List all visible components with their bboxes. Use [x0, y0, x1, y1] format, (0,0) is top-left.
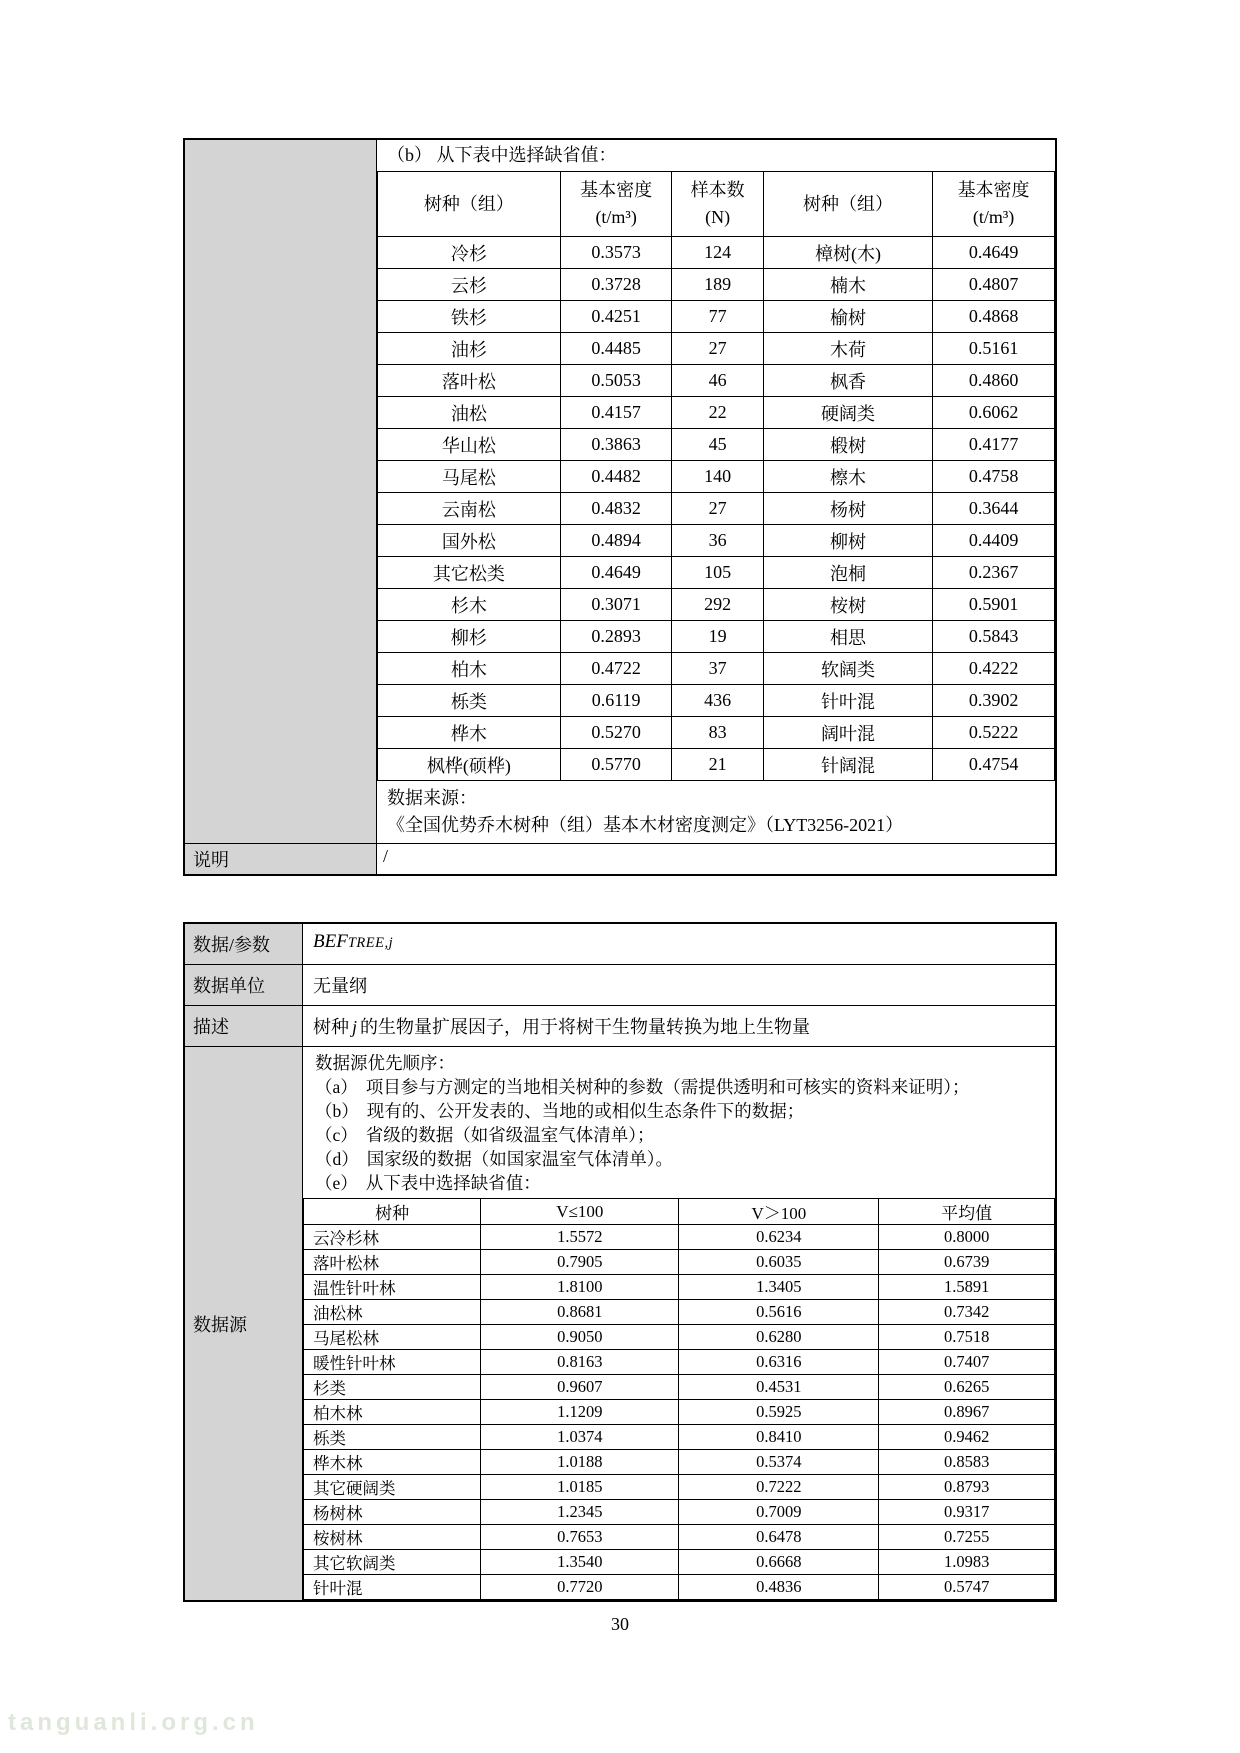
priority-item-d-text: 国家级的数据（如国家温室气体清单）。 [366, 1149, 673, 1169]
table-row [304, 1450, 1055, 1475]
table-cell: 0.4836 [679, 1575, 879, 1600]
table-cell: 0.7255 [879, 1525, 1055, 1550]
table-row [304, 1400, 1055, 1425]
table-cell: 0.5747 [879, 1575, 1055, 1600]
table-cell: 0.5222 [933, 717, 1055, 749]
table-cell: 栎类 [304, 1425, 481, 1450]
table-cell: 292 [672, 589, 763, 621]
table-cell: 0.4754 [933, 749, 1055, 781]
table-row [304, 1300, 1055, 1325]
table-cell: 1.3405 [679, 1275, 879, 1300]
table-cell: 0.4807 [933, 269, 1055, 301]
table-cell: 杨树林 [304, 1500, 481, 1525]
table-cell: 27 [672, 493, 763, 525]
data-source-row-continued [185, 140, 1055, 843]
header-sample-count [672, 172, 763, 237]
header-average: 平均值 [879, 1199, 1055, 1225]
table-cell: 45 [672, 429, 763, 461]
table-cell: 桉树林 [304, 1525, 481, 1550]
table-cell: 0.3902 [933, 685, 1055, 717]
data-source-reference: 《全国优势乔木树种（组）基本木材密度测定》（LYT3256-2021） [387, 815, 904, 835]
option-b-text: （b） 从下表中选择缺省值： [387, 145, 617, 165]
description-variable: j [352, 1017, 358, 1037]
table-cell: 华山松 [378, 429, 561, 461]
parameter-symbol: BEF [313, 931, 348, 952]
table-cell: 0.3573 [560, 237, 672, 269]
header-density-left [560, 172, 672, 237]
table-cell: 其它软阔类 [304, 1550, 481, 1575]
data-source-label: 数据来源： [387, 788, 477, 808]
note-label: 说明 [185, 844, 377, 874]
table-cell: 桦木林 [304, 1450, 481, 1475]
description-pre: 树种 [313, 1017, 349, 1037]
table-cell: 0.4649 [560, 557, 672, 589]
table-row [378, 685, 1055, 717]
unit-label: 数据单位 [185, 965, 303, 1005]
description-value [303, 1006, 1055, 1046]
table-cell: 0.5925 [679, 1400, 879, 1425]
header-density-right-unit: (t/m³) [972, 207, 1015, 227]
table-row [378, 237, 1055, 269]
data-source-row [185, 1046, 1055, 1600]
table-row [304, 1250, 1055, 1275]
wood-density-parameter-block [183, 138, 1057, 876]
table-cell: 枫香 [763, 365, 932, 397]
priority-item-c-text: 省级的数据（如省级温室气体清单）； [365, 1125, 655, 1145]
table-cell: 0.8967 [879, 1400, 1055, 1425]
table-cell: 0.7222 [679, 1475, 879, 1500]
table-cell: 1.5891 [879, 1275, 1055, 1300]
table-cell: 0.5161 [933, 333, 1055, 365]
table-cell: 77 [672, 301, 763, 333]
header-species-left: 树种（组） [378, 172, 561, 237]
table-cell: 140 [672, 461, 763, 493]
header-density-left-unit: (t/m³) [595, 207, 637, 227]
description-post: 的生物量扩展因子，用于将树干生物量转换为地上生物量 [360, 1017, 811, 1037]
table-cell: 1.0188 [481, 1450, 679, 1475]
table-row [378, 397, 1055, 429]
priority-item-b [315, 1099, 1055, 1123]
table-cell: 0.4832 [560, 493, 672, 525]
parameter-row [185, 924, 1055, 964]
table-cell: 阔叶混 [763, 717, 932, 749]
table-cell: 0.5770 [560, 749, 672, 781]
table-cell: 0.9317 [879, 1500, 1055, 1525]
table-row [304, 1225, 1055, 1250]
table-row [378, 717, 1055, 749]
unit-value: 无量纲 [313, 976, 367, 996]
table-cell: 其它硬阔类 [304, 1475, 481, 1500]
page-number: 30 [611, 1614, 629, 1634]
table-cell: 0.4177 [933, 429, 1055, 461]
table-cell: 0.6265 [879, 1375, 1055, 1400]
table-cell: 冷杉 [378, 237, 561, 269]
table-cell: 0.7342 [879, 1300, 1055, 1325]
unit-row [185, 964, 1055, 1005]
table-row [378, 653, 1055, 685]
table-cell: 油杉 [378, 333, 561, 365]
header-v-le-100: V≤100 [481, 1199, 679, 1225]
table-cell: 0.4157 [560, 397, 672, 429]
table-cell: 0.2893 [560, 621, 672, 653]
table-cell: 0.6478 [679, 1525, 879, 1550]
table-cell: 436 [672, 685, 763, 717]
table-cell: 0.8163 [481, 1350, 679, 1375]
table-row [378, 589, 1055, 621]
priority-title: 数据源优先顺序： [315, 1053, 455, 1073]
table-cell: 37 [672, 653, 763, 685]
table-cell: 1.1209 [481, 1400, 679, 1425]
table-cell: 0.5374 [679, 1450, 879, 1475]
table-cell: 0.4485 [560, 333, 672, 365]
description-label: 描述 [185, 1006, 303, 1046]
table-cell: 105 [672, 557, 763, 589]
wood-density-table-body [378, 237, 1055, 781]
table-cell: 油松林 [304, 1300, 481, 1325]
table-row [304, 1550, 1055, 1575]
table-row [378, 493, 1055, 525]
table-row [378, 333, 1055, 365]
table-cell: 21 [672, 749, 763, 781]
table-cell: 1.0983 [879, 1550, 1055, 1575]
note-row [185, 843, 1055, 874]
table-row [304, 1525, 1055, 1550]
table-cell: 0.4531 [679, 1375, 879, 1400]
header-density-right [933, 172, 1055, 237]
table-cell: 0.4894 [560, 525, 672, 557]
table-cell: 0.9607 [481, 1375, 679, 1400]
table-cell: 0.8000 [879, 1225, 1055, 1250]
table-cell: 木荷 [763, 333, 932, 365]
table-cell: 0.3071 [560, 589, 672, 621]
table-row [304, 1350, 1055, 1375]
table-cell: 0.4868 [933, 301, 1055, 333]
table-cell: 27 [672, 333, 763, 365]
priority-item-c [315, 1123, 1055, 1147]
page-content [183, 138, 1057, 1635]
table-cell: 0.4409 [933, 525, 1055, 557]
table-row [378, 749, 1055, 781]
table-cell: 油松 [378, 397, 561, 429]
table-cell: 软阔类 [763, 653, 932, 685]
table-cell: 落叶松 [378, 365, 561, 397]
table-cell: 杉类 [304, 1375, 481, 1400]
table-cell: 0.7518 [879, 1325, 1055, 1350]
table-cell: 铁杉 [378, 301, 561, 333]
table-cell: 0.4722 [560, 653, 672, 685]
table-cell: 针叶混 [304, 1575, 481, 1600]
table-cell: 0.4482 [560, 461, 672, 493]
table-cell: 0.6062 [933, 397, 1055, 429]
parameter-value [303, 924, 1055, 964]
label-cell-empty [185, 140, 377, 843]
table-row [304, 1425, 1055, 1450]
table-cell: 0.7009 [679, 1500, 879, 1525]
table-cell: 枫桦(硕桦) [378, 749, 561, 781]
watermark-text: tanguanli.org.cn [8, 1709, 259, 1736]
table-cell: 0.7407 [879, 1350, 1055, 1375]
table-cell: 0.5843 [933, 621, 1055, 653]
table-cell: 马尾松 [378, 461, 561, 493]
table-cell: 杉木 [378, 589, 561, 621]
table-cell: 0.5053 [560, 365, 672, 397]
priority-list [303, 1047, 1055, 1197]
parameter-label: 数据/参数 [185, 924, 303, 964]
table-row [304, 1325, 1055, 1350]
table-cell: 其它松类 [378, 557, 561, 589]
table-cell: 1.2345 [481, 1500, 679, 1525]
data-source-label: 数据源 [185, 1047, 303, 1600]
table-row [378, 429, 1055, 461]
table-cell: 189 [672, 269, 763, 301]
table-cell: 0.6668 [679, 1550, 879, 1575]
priority-item-b-tag: （b） [315, 1101, 359, 1121]
table-cell: 22 [672, 397, 763, 429]
table-row [378, 269, 1055, 301]
priority-item-d [315, 1147, 1055, 1171]
table-cell: 云冷杉林 [304, 1225, 481, 1250]
table-cell: 柳杉 [378, 621, 561, 653]
table-cell: 0.2367 [933, 557, 1055, 589]
table-cell: 相思 [763, 621, 932, 653]
table-cell: 0.8410 [679, 1425, 879, 1450]
table-cell: 0.8793 [879, 1475, 1055, 1500]
table-cell: 0.4758 [933, 461, 1055, 493]
table-row [304, 1475, 1055, 1500]
table-cell: 硬阔类 [763, 397, 932, 429]
table-cell: 0.3863 [560, 429, 672, 461]
table-cell: 0.3644 [933, 493, 1055, 525]
table-cell: 0.4649 [933, 237, 1055, 269]
table-cell: 檫木 [763, 461, 932, 493]
table-cell: 马尾松林 [304, 1325, 481, 1350]
table-cell: 0.4251 [560, 301, 672, 333]
table-cell: 46 [672, 365, 763, 397]
table-cell: 针阔混 [763, 749, 932, 781]
table-cell: 0.8681 [481, 1300, 679, 1325]
table-cell: 0.3728 [560, 269, 672, 301]
table-row [378, 461, 1055, 493]
priority-item-b-text: 现有的、公开发表的、当地的或相似生态条件下的数据； [366, 1101, 805, 1121]
table-cell: 泡桐 [763, 557, 932, 589]
table-cell: 0.6234 [679, 1225, 879, 1250]
table-cell: 0.4860 [933, 365, 1055, 397]
data-source-content [377, 140, 1055, 843]
table-cell: 1.8100 [481, 1275, 679, 1300]
parameter-subscript: TREE,j [347, 935, 394, 951]
table-cell: 杨树 [763, 493, 932, 525]
table-cell: 0.6316 [679, 1350, 879, 1375]
table-row [304, 1275, 1055, 1300]
header-sample-count-line1: 样本数 [690, 180, 745, 200]
table-cell: 0.7653 [481, 1525, 679, 1550]
table-cell: 0.6280 [679, 1325, 879, 1350]
priority-item-a [315, 1075, 1055, 1099]
data-source-content [303, 1047, 1055, 1600]
bef-default-values-table [303, 1198, 1055, 1600]
table-row [304, 1500, 1055, 1525]
table-cell: 椴树 [763, 429, 932, 461]
table-cell: 0.5901 [933, 589, 1055, 621]
table-cell: 0.6035 [679, 1250, 879, 1275]
table-row [304, 1375, 1055, 1400]
table-cell: 36 [672, 525, 763, 557]
table-cell: 0.7720 [481, 1575, 679, 1600]
table-cell: 针叶混 [763, 685, 932, 717]
table-cell: 桦木 [378, 717, 561, 749]
table-cell: 暖性针叶林 [304, 1350, 481, 1375]
table-cell: 83 [672, 717, 763, 749]
header-density-right-line1: 基本密度 [957, 180, 1030, 200]
table-cell: 0.9050 [481, 1325, 679, 1350]
header-species: 树种 [304, 1199, 481, 1225]
table-cell: 0.6119 [560, 685, 672, 717]
header-v-gt-100: V＞100 [679, 1199, 879, 1225]
table-cell: 温性针叶林 [304, 1275, 481, 1300]
table-row [304, 1575, 1055, 1600]
priority-item-e-tag: （e） [315, 1173, 358, 1193]
table-cell: 栎类 [378, 685, 561, 717]
table-header-row [378, 172, 1055, 237]
priority-item-e-text: 从下表中选择缺省值： [365, 1173, 541, 1193]
table-cell: 柏木林 [304, 1400, 481, 1425]
table-cell: 云南松 [378, 493, 561, 525]
table-cell: 云杉 [378, 269, 561, 301]
table-cell: 1.5572 [481, 1225, 679, 1250]
table-cell: 1.3540 [481, 1550, 679, 1575]
note-value: / [383, 846, 389, 866]
table-cell: 柏木 [378, 653, 561, 685]
table-cell: 落叶松林 [304, 1250, 481, 1275]
table-cell: 国外松 [378, 525, 561, 557]
bef-table-body [304, 1225, 1055, 1600]
table-cell: 0.5616 [679, 1300, 879, 1325]
table-cell: 19 [672, 621, 763, 653]
table-row [378, 557, 1055, 589]
priority-item-d-tag: （d） [315, 1149, 359, 1169]
table-row [378, 621, 1055, 653]
priority-item-a-text: 项目参与方测定的当地相关树种的参数（需提供透明和可核实的资料来证明）； [365, 1077, 970, 1097]
priority-item-c-tag: （c） [315, 1125, 358, 1145]
description-row [185, 1005, 1055, 1046]
table-cell: 楠木 [763, 269, 932, 301]
priority-item-a-tag: （a） [315, 1077, 358, 1097]
table-cell: 0.8583 [879, 1450, 1055, 1475]
header-sample-count-unit: (N) [705, 207, 731, 227]
bef-parameter-block [183, 922, 1057, 1602]
header-species-right: 树种（组） [763, 172, 932, 237]
wood-density-table [377, 171, 1055, 781]
table-cell: 榆树 [763, 301, 932, 333]
header-density-left-line1: 基本密度 [580, 180, 653, 200]
data-source-note [377, 781, 1055, 843]
table-cell: 柳树 [763, 525, 932, 557]
priority-item-e [315, 1171, 1055, 1195]
table-row [378, 301, 1055, 333]
table-cell: 樟树(木) [763, 237, 932, 269]
table-cell: 0.7905 [481, 1250, 679, 1275]
table-cell: 1.0374 [481, 1425, 679, 1450]
table-header-row [304, 1199, 1055, 1225]
table-cell: 0.5270 [560, 717, 672, 749]
table-cell: 0.6739 [879, 1250, 1055, 1275]
table-cell: 0.9462 [879, 1425, 1055, 1450]
table-row [378, 525, 1055, 557]
table-cell: 0.4222 [933, 653, 1055, 685]
table-cell: 桉树 [763, 589, 932, 621]
table-row [378, 365, 1055, 397]
table-cell: 124 [672, 237, 763, 269]
table-cell: 1.0185 [481, 1475, 679, 1500]
